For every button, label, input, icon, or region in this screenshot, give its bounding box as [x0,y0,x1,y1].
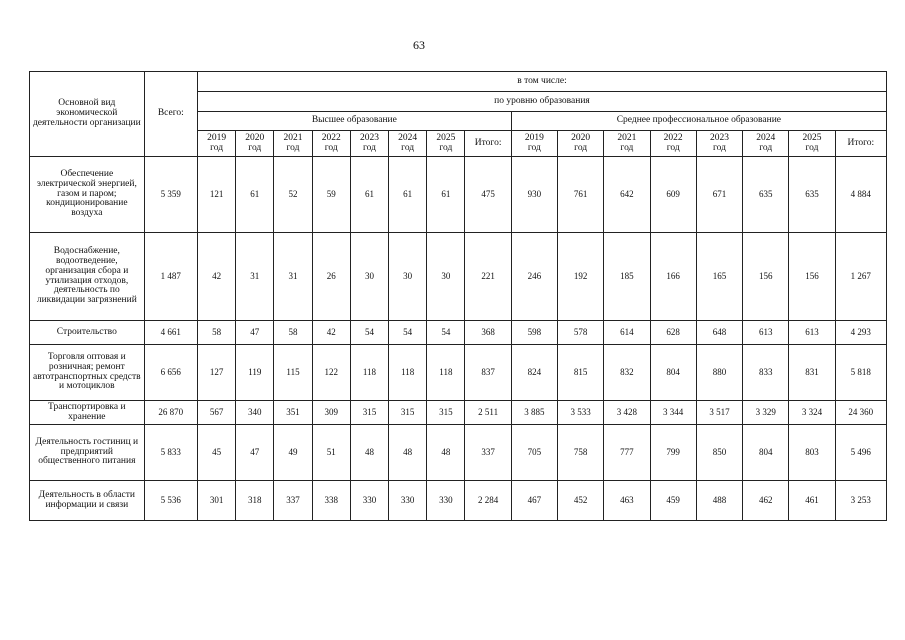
secondary-ed-cell: 3 517 [696,401,742,425]
total-cell: 5 536 [144,481,197,521]
secondary-ed-cell: 804 [650,345,696,401]
higher-ed-cell: 61 [236,157,274,233]
secondary-ed-cell: 613 [789,321,835,345]
year-suffix: год [324,142,338,153]
year-header-secondary-2024 [743,131,789,157]
secondary-ed-cell: 156 [743,233,789,321]
secondary-ed-cell: 598 [511,321,557,345]
year-label: 2021 [283,132,303,143]
activity-cell: Торговля оптовая и розничная; ремонт автотранспортных средств и мотоциклов [30,345,145,401]
secondary-ed-cell: 3 428 [604,401,650,425]
higher-ed-subtotal-cell: 337 [465,425,511,481]
year-header-secondary-2025 [789,131,835,157]
secondary-ed-cell: 824 [511,345,557,401]
header-activity: Основной вид экономической деятельности организации [30,72,145,157]
year-suffix: год [759,142,773,153]
year-header-higher-2023 [350,131,388,157]
year-label: 2020 [571,132,591,143]
table-row [30,321,887,345]
secondary-ed-cell: 467 [511,481,557,521]
header-by-education: по уровню образования [197,92,886,112]
secondary-ed-cell: 832 [604,345,650,401]
higher-ed-cell: 54 [350,321,388,345]
year-header-higher-2020 [236,131,274,157]
table-row [30,233,887,321]
secondary-ed-subtotal-cell: 3 253 [835,481,886,521]
secondary-ed-cell: 850 [696,425,742,481]
year-suffix: год [210,142,224,153]
year-header-higher-2021 [274,131,312,157]
higher-ed-cell: 315 [427,401,465,425]
secondary-ed-cell: 642 [604,157,650,233]
secondary-ed-cell: 166 [650,233,696,321]
higher-ed-cell: 52 [274,157,312,233]
year-suffix: год [620,142,634,153]
year-suffix: год [439,142,453,153]
higher-ed-cell: 340 [236,401,274,425]
year-suffix: год [527,142,541,153]
higher-ed-cell: 330 [350,481,388,521]
secondary-ed-cell: 635 [743,157,789,233]
header-total: Всего: [144,72,197,157]
year-suffix: год [805,142,819,153]
secondary-ed-cell: 488 [696,481,742,521]
higher-ed-cell: 127 [197,345,235,401]
activity-cell: Водоснабжение, водоотведение, организация сбора и утилизация отходов, деятельность по ликвидации загрязнений [30,233,145,321]
secondary-ed-cell: 831 [789,345,835,401]
higher-ed-subtotal-cell: 368 [465,321,511,345]
year-label: 2021 [617,132,637,143]
year-label: 2022 [321,132,341,143]
year-suffix: год [574,142,588,153]
table-row [30,401,887,425]
higher-ed-subtotal-cell: 475 [465,157,511,233]
year-label: 2022 [663,132,683,143]
higher-ed-cell: 61 [427,157,465,233]
secondary-ed-cell: 799 [650,425,696,481]
higher-ed-cell: 351 [274,401,312,425]
secondary-ed-cell: 880 [696,345,742,401]
table-row [30,425,887,481]
activity-cell: Деятельность гостиниц и предприятий общественного питания [30,425,145,481]
subtotal-header-higher: Итого: [465,131,511,157]
higher-ed-cell: 59 [312,157,350,233]
year-suffix: год [666,142,680,153]
higher-ed-cell: 54 [389,321,427,345]
header-higher-education: Высшее образование [197,112,511,131]
subtotal-header-secondary: Итого: [835,131,886,157]
year-label: 2023 [359,132,379,143]
secondary-ed-cell: 777 [604,425,650,481]
secondary-ed-cell: 635 [789,157,835,233]
higher-ed-cell: 31 [236,233,274,321]
higher-ed-cell: 30 [350,233,388,321]
year-header-higher-2022 [312,131,350,157]
higher-ed-cell: 48 [350,425,388,481]
secondary-ed-cell: 671 [696,157,742,233]
page-number: 63 [413,38,425,52]
higher-ed-cell: 118 [350,345,388,401]
total-cell: 26 870 [144,401,197,425]
year-header-higher-2024 [389,131,427,157]
table-row [30,157,887,233]
higher-ed-cell: 61 [350,157,388,233]
higher-ed-cell: 48 [389,425,427,481]
higher-ed-cell: 47 [236,321,274,345]
secondary-ed-cell: 3 885 [511,401,557,425]
secondary-ed-cell: 3 329 [743,401,789,425]
higher-ed-cell: 567 [197,401,235,425]
higher-ed-cell: 48 [427,425,465,481]
secondary-ed-cell: 3 533 [558,401,604,425]
secondary-ed-cell: 815 [558,345,604,401]
higher-ed-cell: 54 [427,321,465,345]
year-label: 2019 [207,132,227,143]
secondary-ed-cell: 459 [650,481,696,521]
secondary-ed-cell: 930 [511,157,557,233]
table-header [30,72,887,157]
year-label: 2019 [524,132,544,143]
year-header-higher-2025 [427,131,465,157]
secondary-ed-subtotal-cell: 4 884 [835,157,886,233]
year-suffix: год [286,142,300,153]
higher-ed-cell: 315 [389,401,427,425]
secondary-ed-cell: 3 344 [650,401,696,425]
secondary-ed-cell: 462 [743,481,789,521]
higher-ed-cell: 30 [427,233,465,321]
higher-ed-cell: 61 [389,157,427,233]
total-cell: 4 661 [144,321,197,345]
higher-ed-cell: 49 [274,425,312,481]
total-cell: 6 656 [144,345,197,401]
higher-ed-cell: 309 [312,401,350,425]
year-header-secondary-2021 [604,131,650,157]
secondary-ed-cell: 156 [789,233,835,321]
higher-ed-cell: 42 [312,321,350,345]
secondary-ed-cell: 803 [789,425,835,481]
year-label: 2025 [436,132,456,143]
higher-ed-cell: 118 [389,345,427,401]
total-cell: 5 359 [144,157,197,233]
header-including: в том числе: [197,72,886,92]
secondary-ed-cell: 578 [558,321,604,345]
year-header-higher-2019 [197,131,235,157]
year-header-secondary-2019 [511,131,557,157]
higher-ed-cell: 119 [236,345,274,401]
secondary-ed-cell: 185 [604,233,650,321]
activity-cell: Транспортировка и хранение [30,401,145,425]
year-suffix: год [401,142,415,153]
higher-ed-cell: 51 [312,425,350,481]
higher-ed-cell: 58 [274,321,312,345]
activity-cell: Обеспечение электрической энергией, газом и паром; кондиционирование воздуха [30,157,145,233]
year-label: 2024 [398,132,418,143]
higher-ed-subtotal-cell: 837 [465,345,511,401]
higher-ed-cell: 118 [427,345,465,401]
activity-cell: Деятельность в области информации и связи [30,481,145,521]
secondary-ed-cell: 609 [650,157,696,233]
secondary-ed-cell: 165 [696,233,742,321]
secondary-ed-subtotal-cell: 4 293 [835,321,886,345]
secondary-ed-subtotal-cell: 24 360 [835,401,886,425]
secondary-ed-cell: 452 [558,481,604,521]
year-suffix: год [248,142,262,153]
higher-ed-cell: 301 [197,481,235,521]
secondary-ed-subtotal-cell: 5 818 [835,345,886,401]
higher-ed-cell: 315 [350,401,388,425]
higher-ed-cell: 330 [427,481,465,521]
total-cell: 1 487 [144,233,197,321]
year-label: 2023 [709,132,729,143]
year-suffix: год [362,142,376,153]
secondary-ed-subtotal-cell: 5 496 [835,425,886,481]
secondary-ed-cell: 463 [604,481,650,521]
activity-cell: Строительство [30,321,145,345]
secondary-ed-cell: 461 [789,481,835,521]
higher-ed-cell: 47 [236,425,274,481]
higher-ed-cell: 58 [197,321,235,345]
total-cell: 5 833 [144,425,197,481]
secondary-ed-subtotal-cell: 1 267 [835,233,886,321]
higher-ed-cell: 330 [389,481,427,521]
year-header-secondary-2023 [696,131,742,157]
higher-ed-cell: 337 [274,481,312,521]
year-header-secondary-2020 [558,131,604,157]
higher-ed-cell: 115 [274,345,312,401]
secondary-ed-cell: 758 [558,425,604,481]
year-suffix: год [712,142,726,153]
secondary-ed-cell: 628 [650,321,696,345]
year-header-secondary-2022 [650,131,696,157]
table-body [30,157,887,521]
higher-ed-cell: 31 [274,233,312,321]
higher-ed-cell: 122 [312,345,350,401]
secondary-ed-cell: 3 324 [789,401,835,425]
higher-ed-subtotal-cell: 2 511 [465,401,511,425]
secondary-ed-cell: 614 [604,321,650,345]
year-label: 2025 [802,132,822,143]
education-demand-table [29,71,887,521]
table-row [30,481,887,521]
higher-ed-subtotal-cell: 221 [465,233,511,321]
secondary-ed-cell: 613 [743,321,789,345]
higher-ed-cell: 26 [312,233,350,321]
higher-ed-cell: 318 [236,481,274,521]
year-label: 2020 [245,132,265,143]
secondary-ed-cell: 804 [743,425,789,481]
higher-ed-subtotal-cell: 2 284 [465,481,511,521]
secondary-ed-cell: 246 [511,233,557,321]
secondary-ed-cell: 192 [558,233,604,321]
table-row [30,345,887,401]
higher-ed-cell: 338 [312,481,350,521]
secondary-ed-cell: 648 [696,321,742,345]
header-secondary-education: Среднее профессиональное образование [511,112,886,131]
higher-ed-cell: 42 [197,233,235,321]
higher-ed-cell: 30 [389,233,427,321]
secondary-ed-cell: 705 [511,425,557,481]
secondary-ed-cell: 761 [558,157,604,233]
higher-ed-cell: 121 [197,157,235,233]
higher-ed-cell: 45 [197,425,235,481]
secondary-ed-cell: 833 [743,345,789,401]
year-label: 2024 [756,132,776,143]
